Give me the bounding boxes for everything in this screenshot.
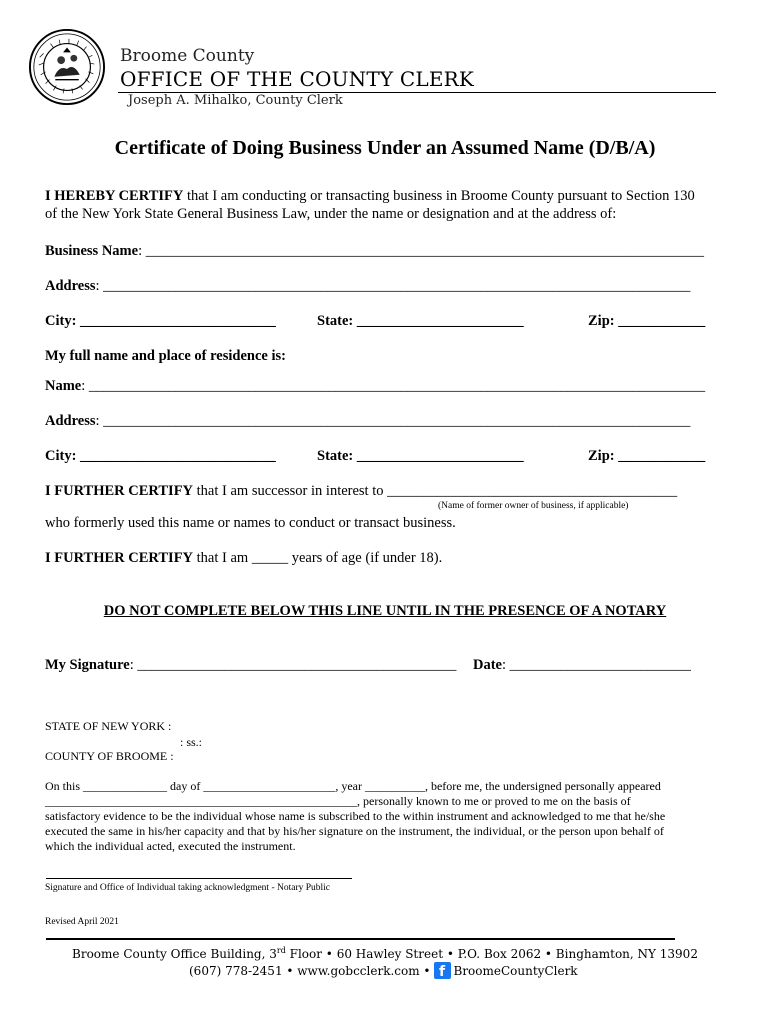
business-name-field[interactable]: Business Name: _____________________________________________________________________________: [45, 243, 704, 259]
footer-divider: [46, 938, 675, 940]
successor-line[interactable]: I FURTHER CERTIFY that I am successor in interest to ________________________________________: [45, 483, 678, 499]
residence-address-field[interactable]: Address: _________________________________________________________________________________: [45, 413, 691, 429]
venue-county: COUNTY OF BROOME :: [45, 749, 174, 763]
signature-field[interactable]: My Signature: ____________________________________________: [45, 657, 457, 673]
certify-line-1: I HEREBY CERTIFY that I am conducting or transacting business in Broome County pursuant to Section 130: [45, 188, 695, 204]
notary-warning: DO NOT COMPLETE BELOW THIS LINE UNTIL IN THE PRESENCE OF A NOTARY: [103, 603, 667, 619]
page-title: Certificate of Doing Business Under an Assumed Name (D/B/A): [114, 137, 656, 159]
business-state-field[interactable]: State: _______________________: [317, 313, 524, 329]
ack-line-1: On this ______________ day of ______________________, year __________, before me, the undersigned personally appeared: [45, 779, 661, 793]
ack-line-4: executed the same in his/her capacity and that by his/her signature on the instrument, the individual, or the person upon behalf of: [45, 824, 664, 838]
ack-line-2: ____________________________________________________, personally known to me or proved to me on the basis of: [45, 794, 631, 808]
residence-city-field[interactable]: City: ___________________________: [45, 448, 276, 464]
facebook-link[interactable]: BroomeCountyClerk: [453, 964, 578, 978]
successor-line-2: who formerly used this name or names to conduct or transact business.: [45, 515, 456, 531]
county-clerk-name: Joseph A. Mihalko, County Clerk: [128, 93, 343, 108]
footer-address: Broome County Office Building, 3rd Floor • 60 Hawley Street • P.O. Box 2062 • Binghamton, NY 13902: [72, 946, 698, 961]
venue-ss: : ss.:: [180, 735, 203, 749]
notary-signature-line[interactable]: [46, 878, 352, 879]
facebook-icon[interactable]: f: [434, 962, 451, 979]
ack-line-3: satisfactory evidence to be the individual whose name is subscribed to the within instrument and acknowledged to me that he/she: [45, 809, 666, 823]
residence-zip-field[interactable]: Zip: ____________: [588, 448, 706, 464]
business-city-field[interactable]: City: ___________________________: [45, 313, 276, 329]
revision-date: Revised April 2021: [45, 917, 119, 927]
business-address-field[interactable]: Address: _________________________________________________________________________________: [45, 278, 691, 294]
residence-heading: My full name and place of residence is:: [45, 348, 286, 364]
notary-signature-caption: Signature and Office of Individual taking acknowledgment - Notary Public: [45, 883, 331, 893]
date-field[interactable]: Date: _________________________: [473, 657, 691, 673]
county-seal-icon: [28, 28, 106, 106]
office-name: OFFICE OF THE COUNTY CLERK: [120, 67, 475, 91]
ack-line-5: which the individual acted, executed the instrument.: [45, 839, 296, 853]
residence-state-field[interactable]: State: _______________________: [317, 448, 524, 464]
footer-contact: (607) 778-2451 • www.gobcclerk.com • f BroomeCountyClerk: [189, 964, 578, 979]
former-owner-caption: (Name of former owner of business, if applicable): [438, 501, 629, 511]
certify-line-2: of the New York State General Business Law, under the name or designation and at the address of:: [45, 206, 617, 222]
residence-name-field[interactable]: Name: _____________________________________________________________________________________: [45, 378, 706, 394]
venue-state: STATE OF NEW YORK :: [45, 719, 172, 733]
county-name: Broome County: [120, 46, 255, 66]
age-line[interactable]: I FURTHER CERTIFY that I am _____ years of age (if under 18).: [45, 550, 443, 566]
business-zip-field[interactable]: Zip: ____________: [588, 313, 706, 329]
